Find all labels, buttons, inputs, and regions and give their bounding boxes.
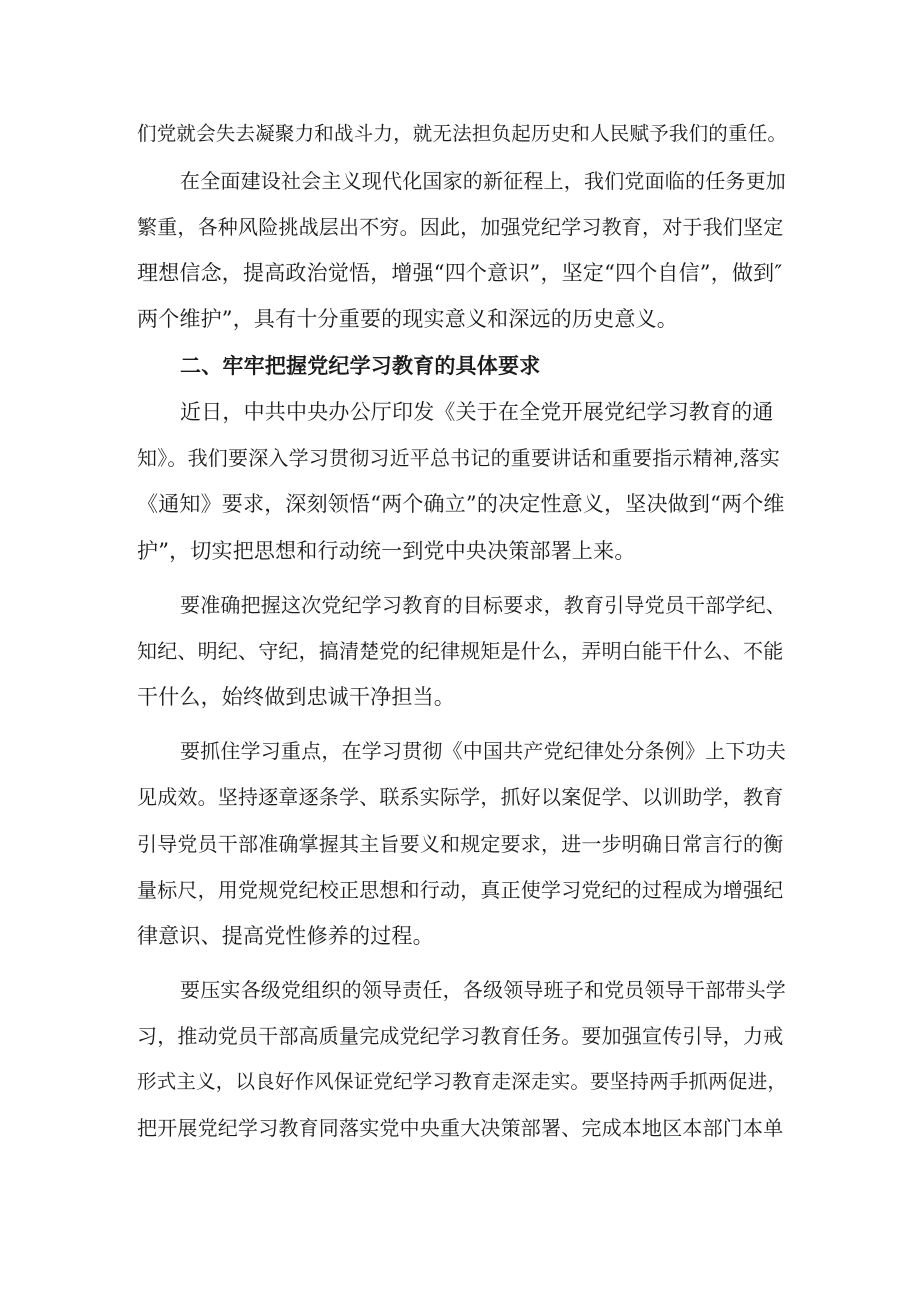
paragraph-first-line: 近日，中共中央办公厅印发《关于在全党开展党纪学习教育的通: [180, 400, 774, 424]
paragraph-first-line: 要准确把握这次党纪学习教育的目标要求，教育引导党员干部学纪、: [180, 593, 786, 617]
text-line: 知》。我们要深入学习贯彻习近平总书记的重要讲话和重要指示精神,落实: [137, 446, 780, 470]
text-line: 繁重，各种风险挑战层出不穷。因此，加强党纪学习教育，对于我们坚定: [137, 215, 784, 239]
text-line: 把开展党纪学习教育同落实党中央重大决策部署、完成本地区本部门本单: [137, 1116, 784, 1140]
text-line: 护”，切实把思想和行动统一到党中央决策部署上来。: [137, 539, 636, 563]
paragraph-first-line: 要抓住学习重点，在学习贯彻《中国共产党纪律处分条例》上下功夫: [180, 739, 786, 763]
text-line: 们党就会失去凝聚力和战斗力，就无法担负起历史和人民赋予我们的重任。: [137, 122, 788, 145]
text-line: 引导党员干部准确掌握其主旨要义和规定要求，进一步明确日常言行的衡: [137, 832, 784, 856]
text-line: 律意识、提高党性修养的过程。: [137, 924, 434, 948]
text-line: 量标尺，用党规党纪校正思想和行动，真正使学习党纪的过程成为增强纪: [137, 878, 784, 902]
text-line: 知纪、明纪、守纪，搞清楚党的纪律规矩是什么，弄明白能干什么、不能: [137, 639, 784, 663]
text-line: 《通知》要求，深刻领悟“两个确立”的决定性意义，坚决做到“两个维: [137, 492, 785, 516]
text-line: 习，推动党员干部高质量完成党纪学习教育任务。要加强宣传引导，力戒: [137, 1024, 784, 1048]
text-line: 两个维护”，具有十分重要的现实意义和深远的历史意义。: [137, 307, 678, 331]
text-line: 干什么，始终做到忠诚干净担当。: [137, 685, 455, 709]
text-line: 见成效。坚持逐章逐条学、联系实际学，抓好以案促学、以训助学，教育: [137, 785, 784, 809]
paragraph-first-line: 要压实各级党组织的领导责任，各级领导班子和党员领导干部带头学: [180, 978, 786, 1002]
text-line: 理想信念，提高政治觉悟，增强“四个意识”，坚定“四个自信”，做到″: [137, 261, 783, 285]
paragraph-first-line: 在全面建设社会主义现代化国家的新征程上，我们党面临的任务更加: [180, 169, 786, 193]
section-heading: 二、牢牢把握党纪学习教育的具体要求: [180, 354, 541, 378]
text-line: 形式主义，以良好作风保证党纪学习教育走深走实。要坚持两手抓两促进，: [137, 1070, 788, 1093]
